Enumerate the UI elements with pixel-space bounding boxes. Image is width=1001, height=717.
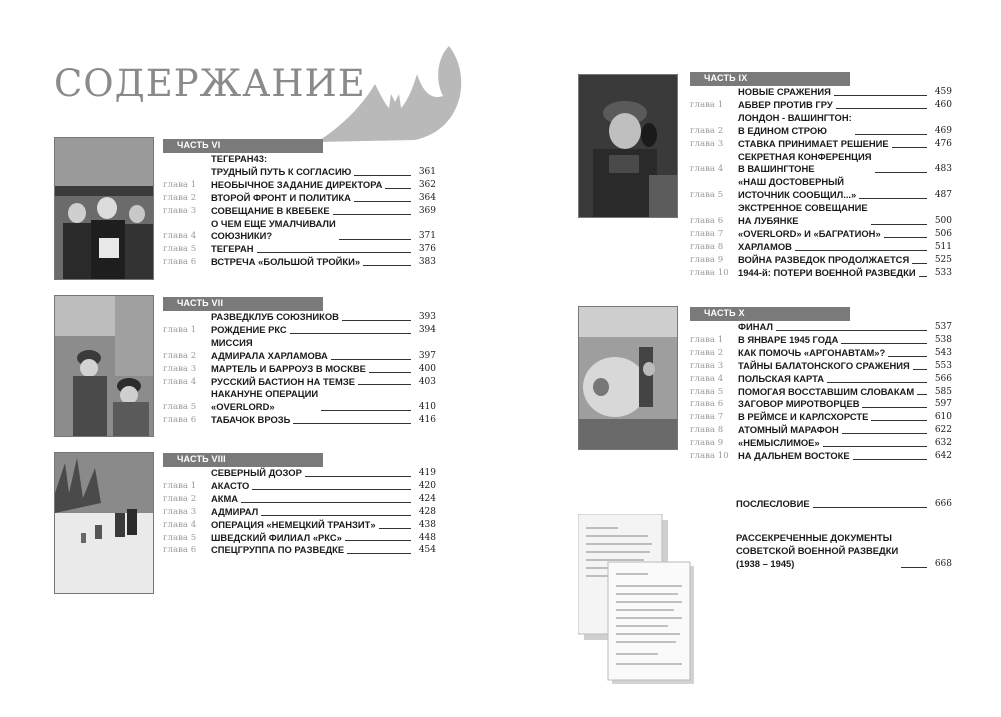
chapter-title <box>211 363 366 376</box>
chapter-title <box>211 388 318 414</box>
chapter-number: глава 4 <box>690 373 724 384</box>
page-number: 394 <box>418 324 436 335</box>
title-line: ИСТОЧНИК СООБЩИЛ...» <box>738 189 857 201</box>
page-number: 525 <box>934 254 952 265</box>
chapter-title <box>738 138 889 151</box>
leader-line <box>345 540 411 541</box>
chapter-number: глава 8 <box>690 241 724 252</box>
chapter-row[interactable] <box>163 205 436 218</box>
title-line: КАК ПОМОЧЬ «АРГОНАВТАМ»? <box>738 346 886 358</box>
chapter-title <box>738 386 914 399</box>
chapter-row[interactable] <box>163 493 436 506</box>
part-heading-row[interactable] <box>163 153 436 179</box>
leader-line <box>875 172 927 173</box>
page-number: 610 <box>934 412 952 423</box>
chapter-row[interactable] <box>690 334 952 347</box>
leader-line <box>827 382 927 383</box>
part-label: ЧАСТЬ VI <box>177 140 221 150</box>
title-line: НАКАНУНЕ ОПЕРАЦИИ <box>211 388 319 400</box>
chapter-title <box>211 414 290 427</box>
chapter-title <box>211 506 258 519</box>
page-number: 469 <box>934 125 952 136</box>
chapter-row[interactable] <box>163 506 436 519</box>
title-line: МИССИЯ <box>211 336 253 348</box>
title-line: АКМА <box>211 492 239 504</box>
title-line: СОВЕЩАНИЕ В КВЕБЕКЕ <box>211 204 330 216</box>
title-line: СОЮЗНИКИ? <box>211 230 273 242</box>
photo-atomic-bomb <box>578 306 678 450</box>
title-line: 1944-й: ПОТЕРИ ВОЕННОЙ РАЗВЕДКИ <box>738 266 916 278</box>
title-line: АДМИРАЛА ХАРЛАМОВА <box>211 349 328 361</box>
page-number: 376 <box>418 244 436 255</box>
leader-line <box>776 330 927 331</box>
chapter-title <box>738 241 792 254</box>
chapter-title <box>738 360 910 373</box>
chapter-number: глава 5 <box>163 532 197 543</box>
page-number: 543 <box>934 347 952 358</box>
chapter-number: глава 2 <box>163 493 197 504</box>
leader-line <box>823 446 927 447</box>
chapter-number: глава 9 <box>690 438 724 449</box>
chapter-row[interactable] <box>163 363 436 376</box>
leader-line <box>379 528 411 529</box>
page-number: 511 <box>934 241 952 252</box>
part-heading <box>211 311 339 324</box>
title-line: В РЕЙМСЕ И КАРЛСХОРСТЕ <box>738 411 869 423</box>
page-number: 642 <box>934 451 952 462</box>
title-line: РАССЕКРЕЧЕННЫЕ ДОКУМЕНТЫ <box>736 532 892 543</box>
leader-line <box>892 147 927 148</box>
chapter-title <box>738 347 885 360</box>
chapter-title <box>738 334 838 347</box>
chapter-row[interactable] <box>163 414 436 427</box>
title-line: РУССКИЙ БАСТИОН НА ТЕМЗЕ <box>211 375 355 387</box>
chapter-row[interactable] <box>163 192 436 205</box>
chapter-title <box>738 254 909 267</box>
chapter-row[interactable] <box>163 179 436 192</box>
toc-appendix <box>736 532 952 571</box>
chapter-row[interactable] <box>690 202 952 228</box>
chapter-number: глава 4 <box>163 519 197 530</box>
leader-line <box>354 201 411 202</box>
page-number: 438 <box>418 519 436 530</box>
chapter-number: глава 1 <box>163 480 197 491</box>
chapter-row[interactable] <box>690 254 952 267</box>
leader-line <box>252 489 411 490</box>
page-number: 553 <box>934 360 952 371</box>
chapter-number: глава 6 <box>690 399 724 410</box>
chapter-number: глава 10 <box>690 267 729 278</box>
chapter-title <box>211 544 344 557</box>
chapter-number: глава 4 <box>163 376 197 387</box>
leader-line <box>257 252 411 253</box>
page-number: 416 <box>418 415 436 426</box>
part-heading <box>738 321 773 334</box>
page-number: 361 <box>418 166 436 177</box>
leader-line <box>293 423 411 424</box>
leader-line <box>342 320 411 321</box>
title-line: ФИНАЛ <box>738 321 773 332</box>
page-number: 371 <box>418 231 436 242</box>
leader-line <box>888 356 927 357</box>
title-line: АКАСТО <box>211 479 250 491</box>
part-label: ЧАСТЬ X <box>704 308 745 318</box>
chapter-title <box>738 373 824 386</box>
part-label: ЧАСТЬ VIII <box>177 454 226 464</box>
chapter-title <box>211 324 287 337</box>
title-line: ПОМОГАЯ ВОССТАВШИМ СЛОВАКАМ <box>738 385 915 397</box>
leader-line <box>358 384 411 385</box>
chapter-title <box>211 179 382 192</box>
page-number: 483 <box>934 164 952 175</box>
chapter-number: глава 5 <box>163 244 197 255</box>
part-heading <box>736 532 898 571</box>
leader-line <box>369 372 411 373</box>
title-line: ВСТРЕЧА «БОЛЬШОЙ ТРОЙКИ» <box>211 256 361 268</box>
page-number: 424 <box>418 493 436 504</box>
chapter-title <box>738 202 868 228</box>
page-number: 362 <box>418 179 436 190</box>
title-line: НА ДАЛЬНЕМ ВОСТОКЕ <box>738 450 850 462</box>
part-header <box>163 453 436 467</box>
page-number: 622 <box>934 425 952 436</box>
page-number: 538 <box>934 334 952 345</box>
page-title: СОДЕРЖАНИЕ <box>54 62 366 105</box>
chapter-row[interactable] <box>163 388 436 414</box>
part-heading-row[interactable] <box>163 311 436 324</box>
chapter-row[interactable] <box>163 544 436 557</box>
title-line: РАЗВЕДКЛУБ СОЮЗНИКОВ <box>211 311 339 322</box>
part-heading-row[interactable] <box>690 86 952 99</box>
part-heading-row[interactable] <box>690 321 952 334</box>
chapter-title <box>738 437 820 450</box>
chapter-title <box>211 205 330 218</box>
chapter-row[interactable] <box>690 398 952 411</box>
chapter-row[interactable] <box>690 112 952 138</box>
title-line: (1938 – 1945) <box>736 557 795 569</box>
title-line: В ЯНВАРЕ 1945 ГОДА <box>738 333 839 345</box>
chapter-title <box>738 151 872 177</box>
photo-tehran-conference <box>54 137 154 280</box>
title-line: НЕОБЫЧНОЕ ЗАДАНИЕ ДИРЕКТОРА <box>211 178 383 190</box>
title-line: НОВЫЕ СРАЖЕНИЯ <box>738 86 831 97</box>
page-number: 632 <box>934 438 952 449</box>
title-line: ТРУДНЫЙ ПУТЬ К СОГЛАСИЮ <box>211 165 352 177</box>
leader-line <box>290 333 411 334</box>
part-header <box>690 307 952 321</box>
chapter-title <box>738 411 868 424</box>
leader-line <box>853 459 927 460</box>
appendix-row[interactable] <box>736 532 952 571</box>
page-number: 397 <box>418 350 436 361</box>
page-number: 369 <box>418 205 436 216</box>
page-number: 459 <box>934 87 952 97</box>
leader-line <box>363 265 411 266</box>
page-number: 666 <box>934 499 952 509</box>
toc-part-ix <box>690 72 952 280</box>
chapter-row[interactable] <box>690 386 952 399</box>
part-heading <box>738 86 831 99</box>
chapter-number: глава 8 <box>690 425 724 436</box>
chapter-row[interactable] <box>690 228 952 241</box>
title-line: СОВЕТСКОЙ ВОЕННОЙ РАЗВЕДКИ <box>736 544 899 556</box>
leader-line <box>871 420 927 421</box>
title-line: ВОЙНА РАЗВЕДОК ПРОДОЛЖАЕТСЯ <box>738 253 910 265</box>
toc-part-x <box>690 307 952 463</box>
chapter-title <box>738 450 850 463</box>
title-line: МАРТЕЛЬ И БАРРОУЗ В МОСКВЕ <box>211 362 366 374</box>
chapter-number: глава 6 <box>163 257 197 268</box>
title-line: АБВЕР ПРОТИВ ГРУ <box>738 98 833 110</box>
leader-line <box>912 263 927 264</box>
chapter-title <box>738 228 881 241</box>
leader-line <box>841 343 927 344</box>
chapter-title <box>211 532 342 545</box>
leader-line <box>333 214 411 215</box>
chapter-title <box>211 519 376 532</box>
leader-line <box>331 359 411 360</box>
page-number: 585 <box>934 386 952 397</box>
chapter-row[interactable] <box>163 243 436 256</box>
chapter-row[interactable] <box>163 480 436 493</box>
leader-line <box>855 134 927 135</box>
title-line: АТОМНЫЙ МАРАФОН <box>738 424 839 436</box>
page-number: 668 <box>934 558 952 569</box>
leader-line <box>834 95 927 96</box>
page-number: 487 <box>934 190 952 201</box>
page-number: 597 <box>934 399 952 410</box>
chapter-row[interactable] <box>690 437 952 450</box>
chapter-row[interactable] <box>690 360 952 373</box>
title-line: В ВАШИНГТОНЕ <box>738 163 815 175</box>
chapter-number: глава 1 <box>163 179 197 190</box>
leader-line <box>871 224 927 225</box>
chapter-row[interactable] <box>690 373 952 386</box>
title-line: НА ЛУБЯНКЕ <box>738 215 799 227</box>
leader-line <box>901 567 927 568</box>
chapter-title <box>211 218 336 244</box>
page-number: 410 <box>418 402 436 413</box>
title-line: ШВЕДСКИЙ ФИЛИАЛ «РКС» <box>211 531 342 543</box>
chapter-row[interactable] <box>690 99 952 112</box>
part-header <box>690 72 952 86</box>
page-number: 400 <box>418 363 436 374</box>
title-line: ПОСЛЕСЛОВИЕ <box>736 498 810 509</box>
chapter-number: глава 5 <box>690 190 724 201</box>
part-label: ЧАСТЬ VII <box>177 298 224 308</box>
page-number: 448 <box>418 532 436 543</box>
chapter-number: глава 1 <box>163 324 197 335</box>
chapter-row[interactable] <box>690 241 952 254</box>
chapter-row[interactable] <box>690 347 952 360</box>
chapter-row[interactable] <box>690 450 952 463</box>
chapter-row[interactable] <box>690 424 952 437</box>
chapter-title <box>738 99 833 112</box>
chapter-title <box>738 176 856 202</box>
title-line: ХАРЛАМОВ <box>738 240 792 252</box>
chapter-row[interactable] <box>163 532 436 545</box>
title-line: ТЕГЕРАН <box>211 243 254 255</box>
page-number: 393 <box>418 312 436 322</box>
afterword-row[interactable] <box>736 498 952 511</box>
chapter-title <box>211 376 355 389</box>
page-number: 506 <box>934 228 952 239</box>
leader-line <box>842 433 927 434</box>
title-line: ОПЕРАЦИЯ «НЕМЕЦКИЙ ТРАНЗИТ» <box>211 518 376 530</box>
page-number: 454 <box>418 545 436 556</box>
chapter-number: глава 7 <box>690 412 724 423</box>
chapter-row[interactable] <box>163 256 436 269</box>
title-line: «НЕМЫСЛИМОЕ» <box>738 437 820 449</box>
chapter-row[interactable] <box>163 218 436 244</box>
chapter-row[interactable] <box>690 138 952 151</box>
leader-line <box>241 502 411 503</box>
chapter-number: глава 3 <box>163 205 197 216</box>
page-number: 500 <box>934 216 952 227</box>
page-number: 476 <box>934 138 952 149</box>
leader-line <box>917 394 927 395</box>
chapter-row[interactable] <box>690 267 952 280</box>
leader-line <box>813 507 927 508</box>
chapter-number: глава 9 <box>690 254 724 265</box>
part-heading-row[interactable] <box>163 467 436 480</box>
chapter-number: глава 4 <box>163 231 197 242</box>
chapter-title <box>738 267 916 280</box>
title-line: О ЧЕМ ЕЩЕ УМАЛЧИВАЛИ <box>211 217 336 229</box>
leader-line <box>859 198 927 199</box>
chapter-title <box>738 112 852 138</box>
chapter-title <box>211 480 249 493</box>
chapter-row[interactable] <box>163 519 436 532</box>
chapter-title <box>211 493 238 506</box>
chapter-number: глава 2 <box>690 347 724 358</box>
chapter-number: глава 3 <box>163 363 197 374</box>
leader-line <box>836 108 927 109</box>
page-number: 419 <box>418 468 436 478</box>
part-heading <box>211 153 351 179</box>
leader-line <box>919 276 927 277</box>
chapter-number: глава 1 <box>690 334 724 345</box>
chapter-number: глава 6 <box>163 415 197 426</box>
photo-officer-telephone <box>578 74 678 218</box>
chapter-number: глава 5 <box>690 386 724 397</box>
leader-line <box>884 237 927 238</box>
part-heading <box>736 498 810 511</box>
title-line: СЕКРЕТНАЯ КОНФЕРЕНЦИЯ <box>738 150 872 162</box>
title-line: СЕВЕРНЫЙ ДОЗОР <box>211 467 302 478</box>
leader-line <box>347 553 411 554</box>
chapter-number: глава 3 <box>690 360 724 371</box>
page-number: 364 <box>418 192 436 203</box>
leader-line <box>305 476 411 477</box>
leader-line <box>862 407 927 408</box>
title-line: СПЕЦГРУППА ПО РАЗВЕДКЕ <box>211 544 345 556</box>
chapter-title <box>738 424 839 437</box>
chapter-row[interactable] <box>163 376 436 389</box>
leader-line <box>261 515 411 516</box>
chapter-number: глава 2 <box>163 192 197 203</box>
chapter-number: глава 4 <box>690 164 724 175</box>
page-number: 537 <box>934 322 952 332</box>
title-line: АДМИРАЛ <box>211 505 259 517</box>
chapter-number: глава 2 <box>163 350 197 361</box>
photo-ski-troops <box>54 452 154 594</box>
title-line: «OVERLORD» И «БАГРАТИОН» <box>738 227 881 239</box>
page-number: 403 <box>418 376 436 387</box>
page-number: 420 <box>418 480 436 491</box>
page-number: 428 <box>418 506 436 517</box>
chapter-number: глава 7 <box>690 228 724 239</box>
part-label: ЧАСТЬ IX <box>704 73 748 83</box>
leader-line <box>339 239 411 240</box>
title-line: СТАВКА ПРИНИМАЕТ РЕШЕНИЕ <box>738 137 889 149</box>
toc-afterword <box>736 498 952 511</box>
chapter-number: глава 3 <box>163 506 197 517</box>
part-heading <box>211 467 302 480</box>
title-line: «НАШ ДОСТОВЕРНЫЙ <box>738 176 845 188</box>
title-line: ВТОРОЙ ФРОНТ И ПОЛИТИКА <box>211 191 351 203</box>
chapter-title <box>211 337 328 363</box>
chapter-row[interactable] <box>163 324 436 337</box>
chapter-row[interactable] <box>163 337 436 363</box>
page-number: 566 <box>934 373 952 384</box>
title-line: ЗАГОВОР МИРОТВОРЦЕВ <box>738 398 860 410</box>
chapter-number: глава 5 <box>163 402 197 413</box>
photo-documents <box>578 514 696 686</box>
title-line: «OVERLORD» <box>211 401 275 413</box>
leader-line <box>385 188 411 189</box>
chapter-title <box>738 398 859 411</box>
leader-line <box>795 250 927 251</box>
title-line: ПОЛЬСКАЯ КАРТА <box>738 372 825 384</box>
title-line: ЭКСТРЕННОЕ СОВЕЩАНИЕ <box>738 202 868 214</box>
leader-line <box>354 175 411 176</box>
title-line: ТАЙНЫ БАЛАТОНСКОГО СРАЖЕНИЯ <box>738 359 910 371</box>
title-line: ТАБАЧОК ВРОЗЬ <box>211 414 291 426</box>
chapter-row[interactable] <box>690 411 952 424</box>
chapter-number: глава 2 <box>690 125 724 136</box>
chapter-number: глава 10 <box>690 451 729 462</box>
chapter-title <box>211 243 254 256</box>
toc-part-vii <box>163 297 436 427</box>
chapter-number: глава 6 <box>163 545 197 556</box>
chapter-number: глава 6 <box>690 216 724 227</box>
chapter-row[interactable] <box>690 176 952 202</box>
page-number: 533 <box>934 267 952 278</box>
chapter-number: глава 1 <box>690 99 724 110</box>
chapter-number: глава 3 <box>690 138 724 149</box>
part-header <box>163 139 436 153</box>
leader-line <box>321 410 411 411</box>
chapter-title <box>211 256 360 269</box>
page-number: 383 <box>418 257 436 268</box>
chapter-row[interactable] <box>690 151 952 177</box>
bat-emblem-icon <box>315 44 465 144</box>
title-line: ЛОНДОН - ВАШИНГТОН: <box>738 111 852 123</box>
page-number: 460 <box>934 99 952 110</box>
title-line: В ЕДИНОМ СТРОЮ <box>738 124 827 136</box>
part-header <box>163 297 436 311</box>
title-line: ТЕГЕРАН43: <box>211 153 268 164</box>
toc-part-viii <box>163 453 436 557</box>
chapter-title <box>211 192 351 205</box>
photo-soldiers <box>54 295 154 437</box>
toc-part-vi <box>163 139 436 269</box>
title-line: РОЖДЕНИЕ РКС <box>211 323 287 335</box>
leader-line <box>913 369 927 370</box>
